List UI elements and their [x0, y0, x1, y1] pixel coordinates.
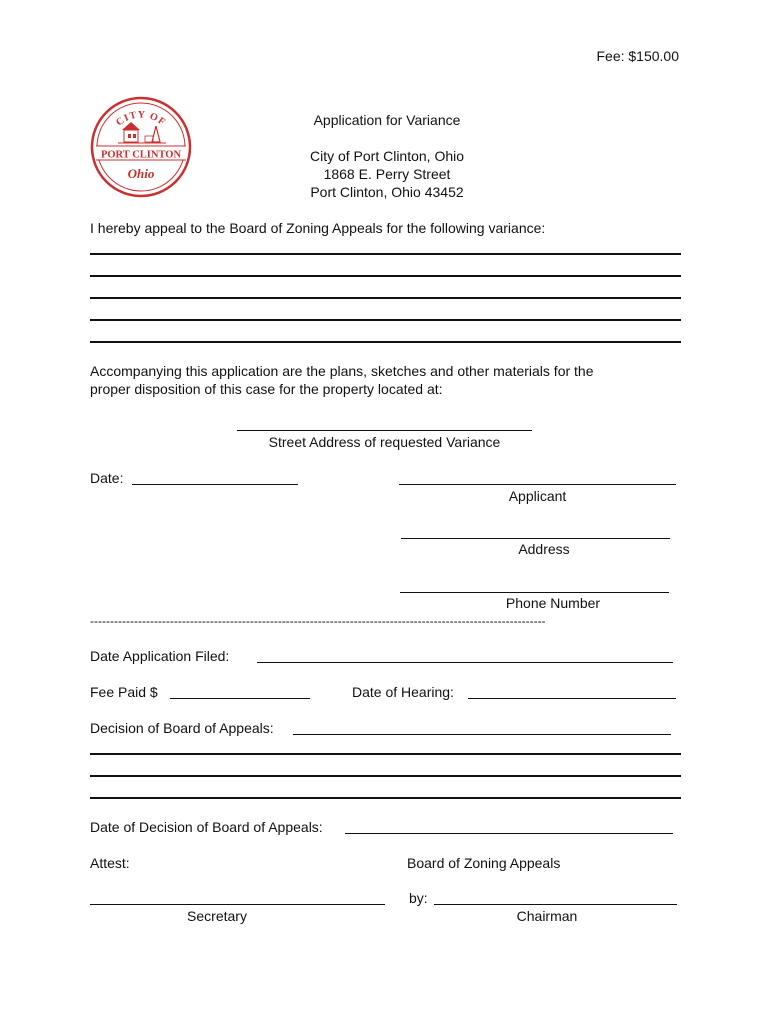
address-caption: Address — [518, 541, 570, 557]
date-hearing-label: Date of Hearing: — [352, 684, 454, 700]
variance-line-3[interactable] — [90, 297, 681, 299]
applicant-caption: Applicant — [508, 488, 567, 504]
chairman-signature-line[interactable] — [434, 904, 677, 905]
fee-paid-line[interactable] — [170, 698, 310, 699]
appeal-text: I hereby appeal to the Board of Zoning Appeals for the following variance: — [90, 220, 546, 236]
fee-paid-label: Fee Paid $ — [90, 684, 158, 700]
street-address-line[interactable] — [237, 430, 532, 431]
seal-top-text: CITY OF — [114, 109, 168, 129]
header-citystatezip: Port Clinton, Ohio 43452 — [310, 184, 464, 200]
date-hearing-line[interactable] — [468, 698, 676, 699]
phone-caption: Phone Number — [505, 595, 601, 611]
seal-middle-text: PORT CLINTON — [100, 149, 182, 161]
variance-line-4[interactable] — [90, 319, 681, 321]
variance-line-2[interactable] — [90, 275, 681, 277]
accompany-text-line2: proper disposition of this case for the property located at: — [90, 381, 443, 397]
fee-text: Fee: $150.00 — [596, 48, 679, 64]
secretary-signature-line[interactable] — [90, 904, 385, 905]
accompany-text-line1: Accompanying this application are the plans, sketches and other materials for the — [90, 363, 594, 379]
board-label: Board of Zoning Appeals — [407, 855, 561, 871]
separator-dashes: ------------------------------------------------------------------------------------------------------------------ — [90, 614, 546, 628]
date-filed-label: Date Application Filed: — [90, 648, 230, 664]
city-seal-logo — [90, 96, 192, 198]
decision-date-label: Date of Decision of Board of Appeals: — [90, 819, 323, 835]
address-line[interactable] — [401, 538, 670, 539]
decision-line-3[interactable] — [90, 775, 681, 777]
chairman-caption: Chairman — [516, 908, 578, 924]
date-line[interactable] — [132, 484, 298, 485]
secretary-caption: Secretary — [187, 908, 247, 924]
phone-line[interactable] — [400, 592, 669, 593]
form-title: Application for Variance — [313, 112, 461, 128]
header-city: City of Port Clinton, Ohio — [309, 148, 465, 164]
street-address-caption: Street Address of requested Variance — [268, 434, 501, 450]
decision-line-2[interactable] — [90, 753, 681, 755]
decision-date-line[interactable] — [345, 833, 673, 834]
decision-line-4[interactable] — [90, 797, 681, 799]
date-label: Date: — [90, 470, 124, 486]
by-label: by: — [409, 890, 428, 906]
seal-bottom-text: Ohio — [127, 166, 155, 181]
header-street: 1868 E. Perry Street — [323, 166, 451, 182]
date-filed-line[interactable] — [257, 662, 673, 663]
svg-text:CITY OF — [114, 109, 168, 128]
attest-label: Attest: — [90, 855, 130, 871]
applicant-line[interactable] — [399, 484, 676, 485]
variance-line-5[interactable] — [90, 341, 681, 343]
variance-line-1[interactable] — [90, 253, 681, 255]
decision-label: Decision of Board of Appeals: — [90, 720, 274, 736]
decision-line[interactable] — [293, 734, 671, 735]
